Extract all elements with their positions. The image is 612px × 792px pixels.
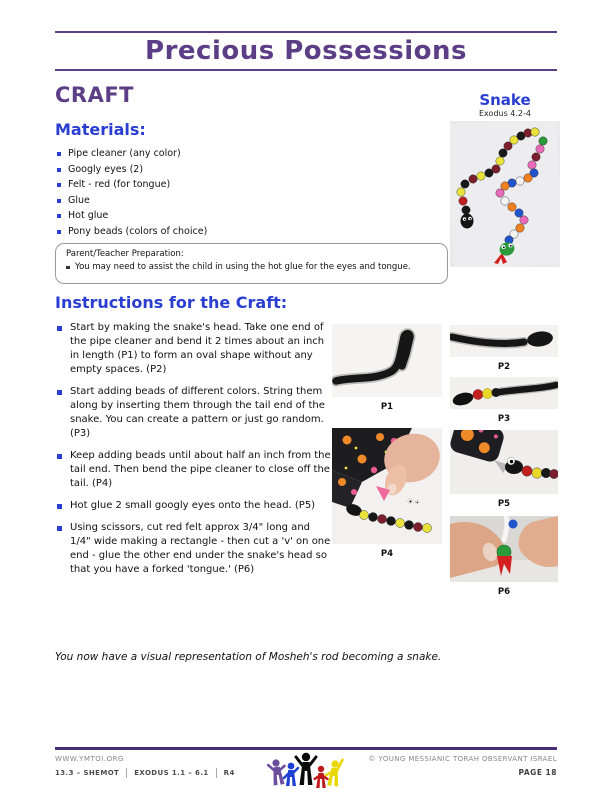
ymtoi-logo-figures [267,749,345,791]
photo-p4 [332,428,442,559]
material-item: Hot glue [57,208,357,224]
photo-p1 [332,324,442,412]
parent-teacher-prep-box [55,243,448,284]
photo-label: P4 [380,549,394,559]
page-title: Precious Possessions [145,36,467,66]
ymtoi-logo [267,749,345,791]
footer-website: WWW.YMTOI.ORG [55,755,124,763]
photo-p6-illustration [450,516,558,582]
photo-p2 [450,325,558,372]
instructions-heading: Instructions for the Craft: [55,293,288,312]
photo-label: P2 [497,362,511,372]
craft-section-heading: CRAFT [55,83,135,107]
photo-label: P1 [380,402,394,412]
materials-list [57,146,357,239]
photo-p2-illustration [450,325,558,357]
conclusion-text: You now have a visual representation of Mosheh's rod becoming a snake. [55,651,442,663]
material-item: Pony beads (colors of choice) [57,224,357,240]
photo-p6 [450,516,558,597]
footer-left [55,755,275,778]
footer-right [337,755,557,777]
photo-p3 [450,377,558,424]
photo-label: P6 [497,587,511,597]
instruction-step: Keep adding beads until about half an inch from the tail end. Then bend the pipe cleaner to close off the tail. (P4) [57,449,333,491]
photo-p3-illustration [450,377,558,409]
photo-label: P5 [497,499,511,509]
instruction-step: Start by making the snake's head. Take one end of the pipe cleaner and bend it 2 times about an inch in length (P1) to form an oval shape without any empty spaces. (P2) [57,321,333,377]
footer-separator [216,768,217,778]
material-item: Pipe cleaner (any color) [57,146,357,162]
prep-box-heading: Parent/Teacher Preparation: [66,249,184,259]
material-item: Googly eyes (2) [57,162,357,178]
photo-p5-illustration [450,430,558,494]
footer-revision: R4 [223,769,235,777]
header-rule-top [55,31,557,33]
footer-lesson: 13.3 – SHEMOT [55,769,120,777]
scripture-reference: Exodus 4.2-4 [479,109,531,118]
material-item: Felt - red (for tongue) [57,177,357,193]
footer-meta [55,768,275,778]
photo-p5 [450,430,558,509]
photo-p4-illustration [332,428,442,544]
footer-page-number: PAGE 18 [518,768,557,777]
craft-name-heading: Snake [479,91,531,109]
footer-copyright: © YOUNG MESSIANIC TORAH OBSERVANT ISRAEL [368,755,557,763]
materials-heading: Materials: [55,120,146,139]
prep-box-list [66,262,437,272]
instruction-steps [57,321,333,585]
photo-p1-illustration [332,324,442,397]
footer-scripture: EXODUS 1.1 – 6.1 [134,769,209,777]
instruction-step: Using scissors, cut red felt approx 3/4" long and 1/4" wide making a rectangle - then cut a 'v' on one end - glue the other end under the snake's head so that you have a forked 'tongue.' (P6) [57,521,333,577]
prep-box-item: You may need to assist the child in using the hot glue for the eyes and tongue. [66,262,437,272]
instruction-step: Start adding beads of different colors. String them along by inserting them through the tail end of the snake. You can create a pattern or just go random. (P3) [57,385,333,441]
instruction-step: Hot glue 2 small googly eyes onto the head. (P5) [57,499,333,513]
finished-snake-photo [450,121,560,267]
header-rule-bottom [55,69,557,71]
photo-label: P3 [497,414,511,424]
footer-separator [126,768,127,778]
snake-photo-illustration [450,121,560,267]
material-item: Glue [57,193,357,209]
